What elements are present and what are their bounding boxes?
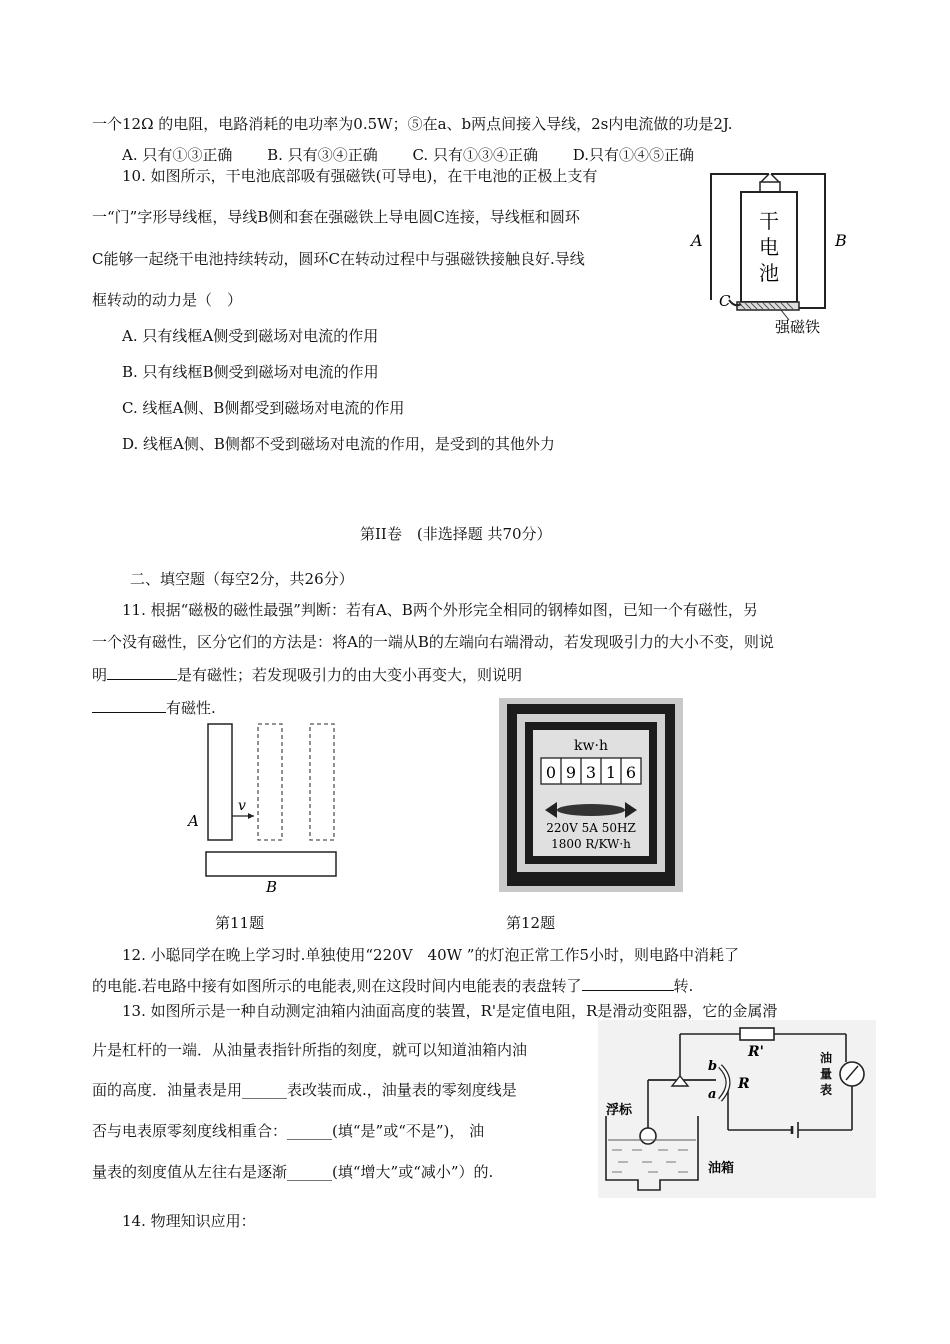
q12-meter-digit-4: 1	[605, 763, 617, 782]
q10-fig-magnet-label: 强磁铁	[775, 318, 821, 336]
q11-bars-figure	[182, 718, 347, 896]
q13-fig-label-a: a	[708, 1087, 717, 1102]
q13-oil-gauge-figure	[598, 1020, 876, 1198]
q10-stem-line3: C能够一起绕干电池持续转动，圆环C在转动过程中与强磁铁接触良好.导线	[92, 250, 585, 268]
q11-figure-caption: 第11题	[215, 914, 265, 932]
q12-meter-figure	[499, 698, 683, 892]
q10-fig-label-b: B	[835, 231, 847, 250]
q11-line3-end: 是有磁性；若发现吸引力的由大变小再变大，则说明	[177, 666, 523, 684]
q12-meter-digit-3: 3	[585, 763, 597, 782]
q11-stem-line4	[92, 698, 216, 718]
q10-option-c: C. 线框A侧、B侧都受到磁场对电流的作用	[122, 399, 405, 417]
q12-meter-spec-1: 220V 5A 50HZ	[546, 821, 636, 835]
q13-fig-gauge-char-3: 表	[820, 1083, 833, 1097]
q13-fig-label-b: b	[708, 1059, 718, 1074]
q13-fig-tank-label: 油箱	[708, 1161, 735, 1176]
q11-stem-line2: 一个没有磁性，区分它们的方法是：将A的一端从B的左端向右端滑动，若发现吸引力的大小不变，则说	[92, 633, 774, 651]
q12-stem-line1: 12. 小聪同学在晚上学习时.单独使用“220V 40W ”的灯泡正常工作5小时，则电路中消耗了	[122, 946, 740, 964]
q9-text-tail: 一个12Ω 的电阻，电路消耗的电功率为0.5W；⑤在a、b两点间接入导线，2s内电流做的功是2J.	[92, 115, 733, 133]
q10-fig-battery-char-1: 干	[759, 209, 779, 233]
section2-title: 第II卷 (非选择题 共70分）	[360, 525, 552, 543]
q11-fig-label-b: B	[266, 878, 278, 896]
q12-line2-start: 的电能.若电路中接有如图所示的电能表,则在这段时间内电能表的表盘转了	[92, 977, 582, 995]
q10-stem-line1: 10. 如图所示，干电池底部吸有强磁铁(可导电)，在干电池的正极上支有	[122, 167, 598, 185]
q13-fig-label-rprime: R'	[748, 1044, 764, 1060]
q10-fig-label-a: A	[691, 231, 703, 250]
q9-options: A. 只有①③正确 B. 只有③④正确 C. 只有①③④正确 D.只有①④⑤正确	[122, 146, 694, 164]
q13-stem-line2: 片是杠杆的一端．从油量表指针所指的刻度，就可以知道油箱内油	[92, 1041, 528, 1059]
q11-answer-blank-2[interactable]	[92, 698, 166, 713]
q12-meter-spec-2: 1800 R/KW·h	[551, 837, 631, 851]
section2-subtitle: 二、填空题（每空2分，共26分）	[130, 570, 354, 588]
q14-stem-line1: 14. 物理知识应用：	[122, 1212, 256, 1230]
q13-fig-gauge-char-2: 量	[820, 1067, 833, 1081]
q13-stem-line1: 13. 如图所示是一种自动测定油箱内油面高度的装置，R'是定值电阻，R是滑动变阻器，它的金属滑	[122, 1002, 778, 1020]
q10-fig-battery-char-3: 池	[759, 261, 779, 285]
q13-stem-line4: 否与电表原零刻度线相重合：______(填“是”或“不是”)， 油	[92, 1122, 485, 1140]
q10-fig-label-c: C	[719, 292, 731, 310]
q11-fig-label-v: v	[238, 798, 246, 814]
q10-fig-battery-char-2: 电	[759, 235, 779, 259]
q11-line4-end: 有磁性.	[166, 699, 216, 717]
q12-line2-end: 转.	[673, 977, 694, 995]
q13-fig-gauge-char-1: 油	[820, 1051, 833, 1065]
q11-line3-start: 明	[92, 666, 108, 684]
q12-meter-digit-1: 0	[545, 763, 557, 782]
q12-figure-caption: 第12题	[506, 914, 556, 932]
q13-stem-line5: 量表的刻度值从左往右是逐渐______(填“增大”或“减小”）的.	[92, 1163, 494, 1181]
q13-stem-line3: 面的高度．油量表是用______表改装而成.，油量表的零刻度线是	[92, 1081, 517, 1099]
q11-stem-line1: 11. 根据“磁极的磁性最强”判断：若有A、B两个外形完全相同的钢棒如图，已知一个有磁性，另	[122, 601, 758, 619]
q10-stem-line2: 一“门”字形导线框，导线B侧和套在强磁铁上导电圆C连接，导线框和圆环	[92, 208, 580, 226]
q11-fig-label-a: A	[188, 812, 199, 830]
q12-meter-digit-5: 6	[625, 763, 637, 782]
q10-stem-line4: 框转动的动力是（ ）	[92, 291, 243, 309]
q12-meter-unit: kw·h	[574, 738, 608, 754]
q11-stem-line3	[92, 665, 522, 685]
q12-stem-line2	[92, 976, 693, 996]
q13-fig-float-label: 浮标	[606, 1103, 633, 1118]
q10-option-b: B. 只有线框B侧受到磁场对电流的作用	[122, 363, 379, 381]
q10-option-d: D. 线框A侧、B侧都不受到磁场对电流的作用，是受到的其他外力	[122, 435, 555, 453]
q10-battery-figure	[685, 168, 855, 338]
q12-answer-blank[interactable]	[582, 976, 674, 991]
q11-answer-blank-1[interactable]	[107, 665, 177, 680]
q10-option-a: A. 只有线框A侧受到磁场对电流的作用	[122, 327, 379, 345]
q12-meter-digit-2: 9	[565, 763, 577, 782]
q13-fig-label-r: R	[738, 1076, 750, 1092]
